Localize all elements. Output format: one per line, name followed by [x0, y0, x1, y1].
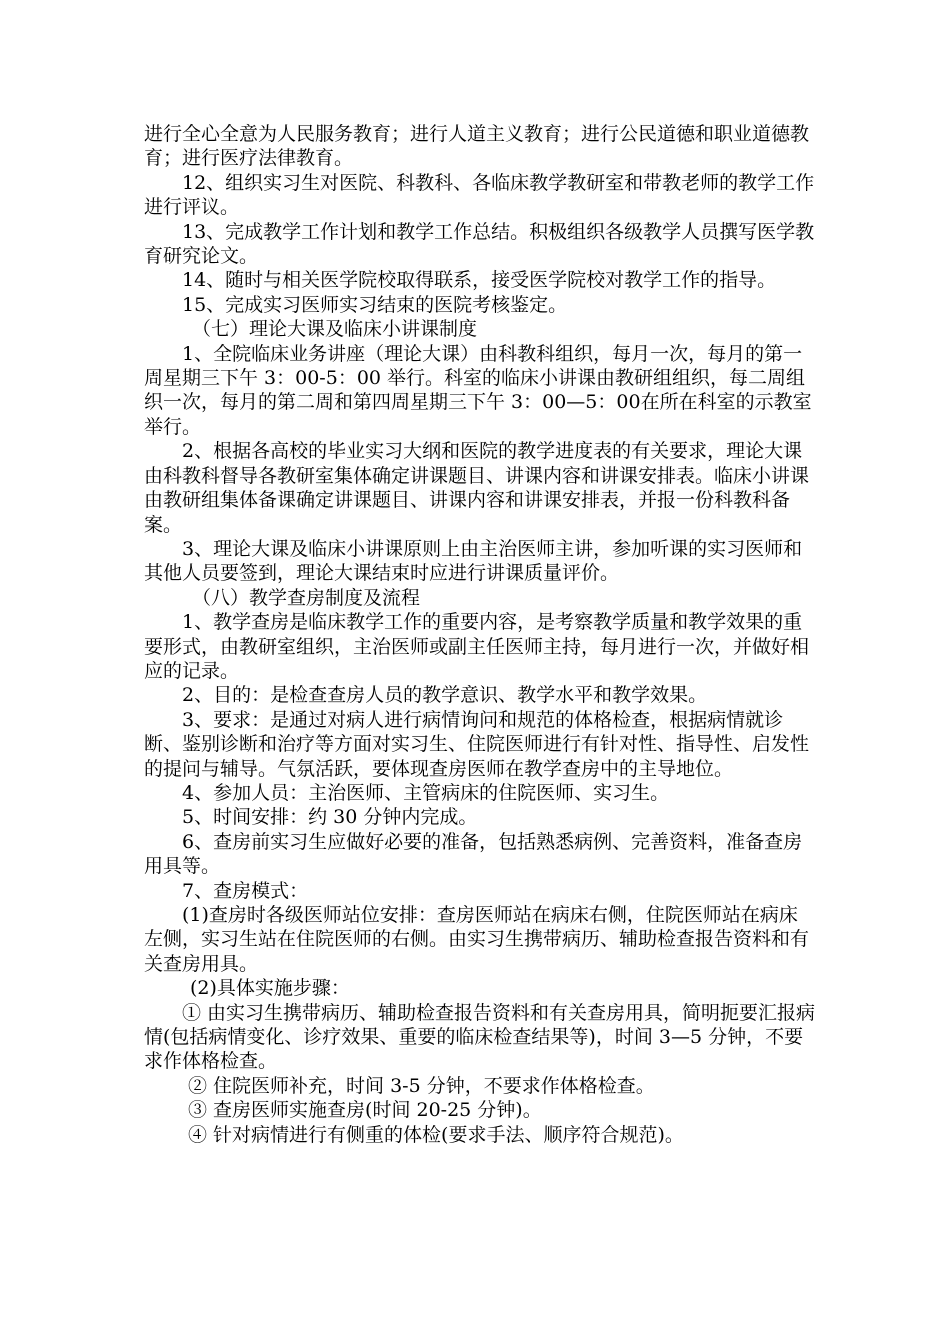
- sub-heading: (2)具体实施步骤：: [190, 977, 350, 1000]
- document-body: [144, 122, 816, 1147]
- paragraph: 6、查房前实习生应做好必要的准备，包括熟悉病例、完善资料，准备查房用具等。: [144, 830, 803, 878]
- step-item: ② 住院医师补充，时间 3-5 分钟，不要求作体格检查。: [188, 1074, 655, 1097]
- step-item: ④ 针对病情进行有侧重的体检(要求手法、顺序符合规范)。: [188, 1123, 684, 1146]
- section-heading: （七）理论大课及临床小讲课制度: [192, 318, 478, 341]
- paragraph: 4、参加人员：主治医师、主管病床的住院医师、实习生。: [182, 781, 670, 804]
- paragraph: 3、要求：是通过对病人进行病情询问和规范的体格检查，根据病情就诊断、鉴别诊断和治疗等方面对实习生、住院医师进行有针对性、指导性、启发性的提问与辅导。气氛活跃，要体现查房医师在教学查房中的主导地位。: [144, 708, 810, 780]
- paragraph: 7、查房模式：: [182, 879, 309, 902]
- paragraph: 2、目的：是检查查房人员的教学意识、教学水平和教学效果。: [182, 684, 708, 707]
- step-item: ③ 查房医师实施查房(时间 20-25 分钟)。: [188, 1099, 542, 1122]
- paragraph: 1、全院临床业务讲座（理论大课）由科教科组织，每月一次，每月的第一周星期三下午 3：00-5：00 举行。科室的临床小讲课由教研组组织，每二周组织一次，每月的第二周和第四周星期三下午 3：00—5：00在所在科室的示教室举行。: [144, 342, 812, 438]
- paragraph: 进行全心全意为人民服务教育；进行人道主义教育；进行公民道德和职业道德教育；进行医疗法律教育。: [144, 123, 810, 170]
- sub-paragraph: (1)查房时各级医师站位安排：查房医师站在病床右侧，住院医师站在病床左侧，实习生站在住院医师的右侧。由实习生携带病历、辅助检查报告资料和有关查房用具。: [144, 904, 810, 975]
- paragraph: 5、时间安排：约 30 分钟内完成。: [182, 806, 478, 829]
- paragraph: 14、随时与相关医学院校取得联系，接受医学院校对教学工作的指导。: [182, 269, 777, 292]
- paragraph: 15、完成实习医师实习结束的医院考核鉴定。: [182, 293, 568, 316]
- step-item: ① 由实习生携带病历、辅助检查报告资料和有关查房用具，简明扼要汇报病情(包括病情变化、诊疗效果、重要的临床检查结果等)，时间 3—5 分钟，不要求作体格检查。: [144, 1001, 816, 1073]
- paragraph: 2、根据各高校的毕业实习大纲和医院的教学进度表的有关要求，理论大课由科教科督导各教研室集体确定讲课题目、讲课内容和讲课安排表。临床小讲课由教研组集体备课确定讲课题目、讲课内容和讲课安排表，并报一份科教科备案。: [144, 440, 810, 536]
- paragraph: 12、组织实习生对医院、科教科、各临床教学教研室和带教老师的教学工作进行评议。: [144, 171, 815, 219]
- paragraph: 13、完成教学工作计划和教学工作总结。积极组织各级教学人员撰写医学教育研究论文。: [144, 220, 815, 268]
- paragraph: 3、理论大课及临床小讲课原则上由主治医师主讲，参加听课的实习医师和其他人员要签到，理论大课结束时应进行讲课质量评价。: [144, 537, 803, 585]
- paragraph: 1、教学查房是临床教学工作的重要内容，是考察教学质量和教学效果的重要形式，由教研室组织，主治医师或副主任医师主持，每月进行一次，并做好相应的记录。: [144, 611, 810, 682]
- section-heading: （八）教学查房制度及流程: [192, 586, 421, 609]
